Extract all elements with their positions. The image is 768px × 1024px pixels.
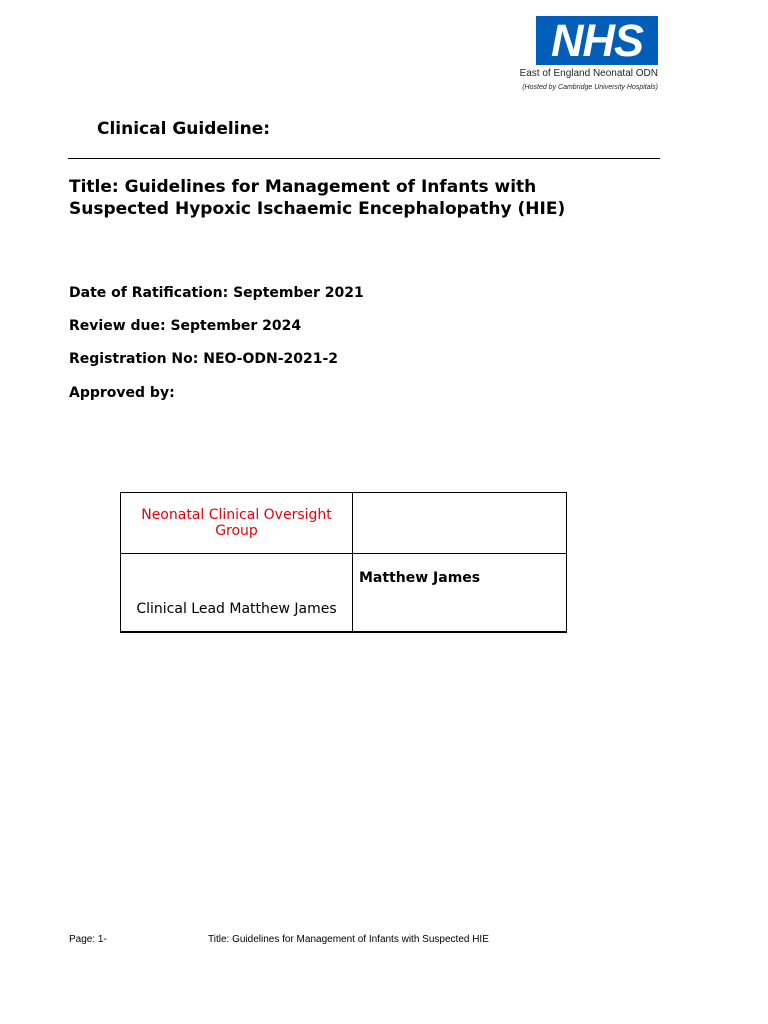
organisation-name: East of England Neonatal ODN <box>519 68 658 79</box>
clinical-lead-name: Clinical Lead Matthew James <box>136 601 337 617</box>
registration-number: Registration No: NEO-ODN-2021-2 <box>69 351 339 367</box>
nhs-logo <box>536 16 658 65</box>
footer-title: Title: Guidelines for Management of Infants with Suspected HIE <box>208 934 489 945</box>
guideline-heading: Clinical Guideline: <box>97 119 271 139</box>
document-title-line-1: Title: Guidelines for Management of Infants with <box>69 177 537 197</box>
document-title-line-2: Suspected Hypoxic Ischaemic Encephalopathy (HIE) <box>69 199 566 219</box>
clinical-lead-cell <box>121 554 353 633</box>
date-of-ratification: Date of Ratification: September 2021 <box>69 285 364 301</box>
approval-table <box>120 492 567 633</box>
table-row <box>121 554 567 633</box>
approved-by-label: Approved by: <box>69 385 175 401</box>
hosted-by-note: (Hosted by Cambridge University Hospitals) <box>522 84 658 91</box>
document-title <box>69 176 669 220</box>
footer-page-number: Page: 1- <box>69 934 107 945</box>
heading-divider <box>68 158 660 159</box>
lead-signature-cell: Matthew James <box>353 554 567 633</box>
review-due: Review due: September 2024 <box>69 318 302 334</box>
table-row <box>121 493 567 554</box>
approving-group-cell: Neonatal Clinical Oversight Group <box>121 493 353 554</box>
group-signature-cell <box>353 493 567 554</box>
nhs-logo-text: NHS <box>550 15 643 66</box>
